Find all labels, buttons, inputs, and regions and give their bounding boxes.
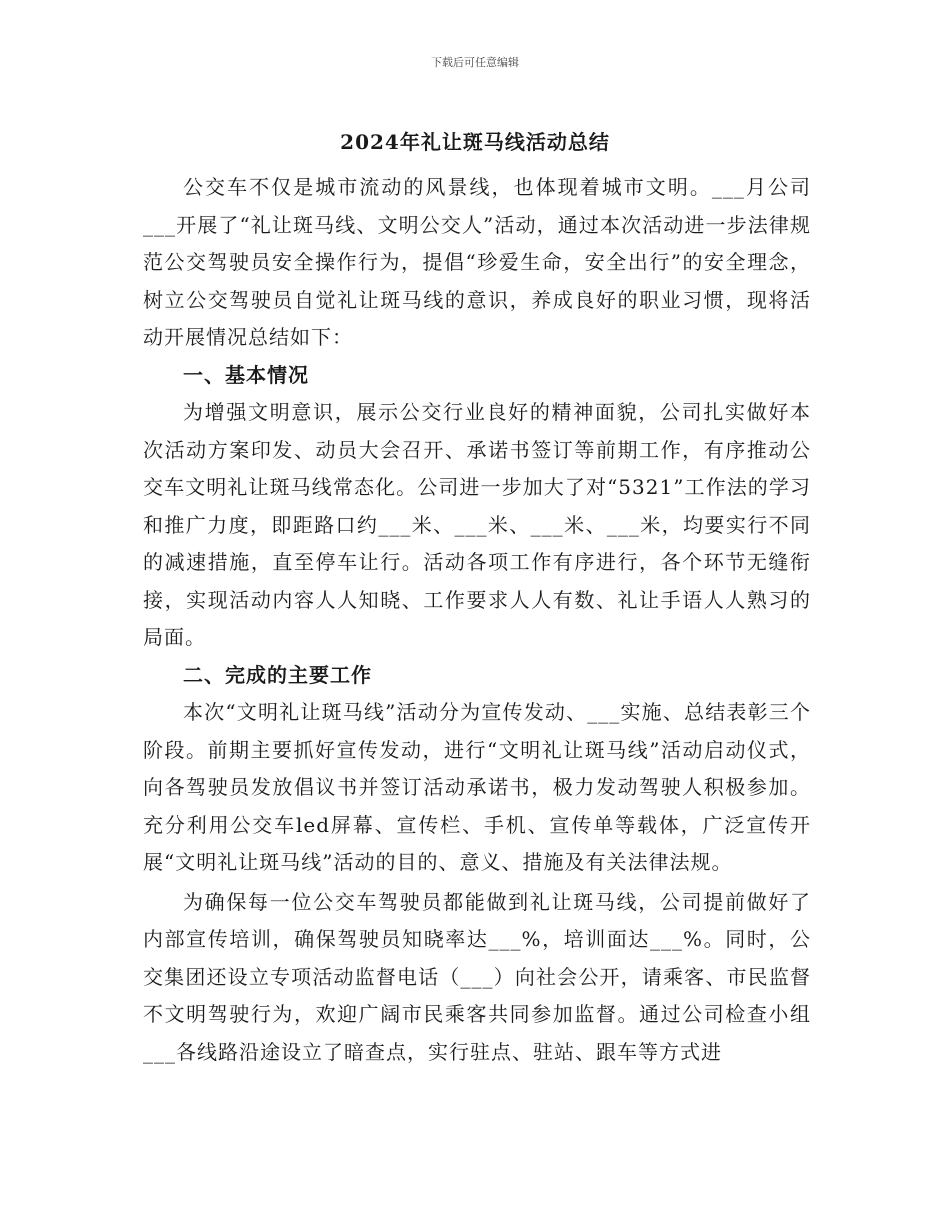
- section-heading-basic: 一、基本情况: [183, 362, 309, 387]
- section-main-work-paragraph-1: 本次“文明礼让斑马线”活动分为宣传发动、___实施、总结表彰三个阶段。前期主要抓好宣传发动，进行“文明礼让斑马线”活动启动仪式，向各驾驶员发放倡议书并签订活动承诺书，极力发动驾驶人积极参加。充分利用公交车led屏幕、宣传栏、手机、宣传单等载体，广泛宣传开展“文明礼让斑马线”活动的目的、意义、措施及有关法律法规。: [143, 700, 811, 874]
- intro-paragraph: 公交车不仅是城市流动的风景线，也体现着城市文明。___月公司___开展了“礼让斑马线、文明公交人”活动，通过本次活动进一步法律规范公交驾驶员安全操作行为，提倡“珍爱生命，安全出行”的安全理念，树立公交驾驶员自觉礼让斑马线的意识，养成良好的职业习惯，现将活动开展情况总结如下：: [143, 175, 811, 349]
- document-title: 2024年礼让斑马线活动总结: [340, 130, 610, 154]
- section-main-work-paragraph-2: 为确保每一位公交车驾驶员都能做到礼让斑马线，公司提前做好了内部宣传培训，确保驾驶员知晓率达___%，培训面达___%。同时，公交集团还设立专项活动监督电话（___）向社会公开，请乘客、市民监督不文明驾驶行为，欢迎广阔市民乘客共同参加监督。通过公司检查小组___各线路沿途设立了暗查点，实行驻点、驻站、跟车等方式进: [143, 889, 811, 1064]
- document-body: [143, 169, 811, 1071]
- section-heading-main-work: 二、完成的主要工作: [183, 662, 372, 687]
- section-basic-paragraph: 为增强文明意识，展示公交行业良好的精神面貌，公司扎实做好本次活动方案印发、动员大会召开、承诺书签订等前期工作，有序推动公交车文明礼让斑马线常态化。公司进一步加大了对“5321”工作法的学习和推广力度，即距路口约___米、___米、___米、___米，均要实行不同的减速措施，直至停车让行。活动各项工作有序进行，各个环节无缝衔接，实现活动内容人人知晓、工作要求人人有数、礼让手语人人熟习的局面。: [143, 400, 811, 649]
- header-note: 下载后可任意编辑: [431, 56, 519, 69]
